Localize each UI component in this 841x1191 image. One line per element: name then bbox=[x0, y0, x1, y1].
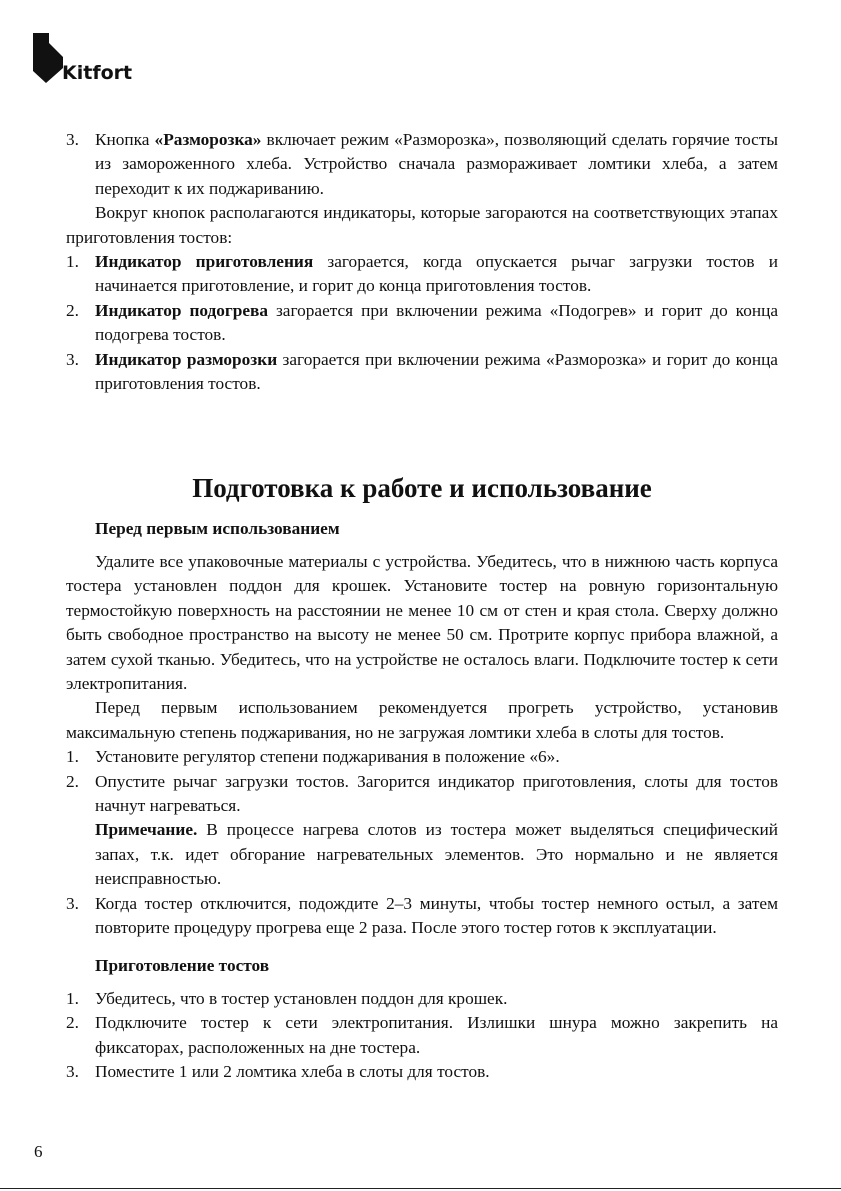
list-item bbox=[66, 1060, 778, 1084]
note-text: В процессе нагрева слотов из тостера может выделяться специфический запах, т.к. идет обгорание нагревательных элементов. Это нормально и не является неисправностью. bbox=[95, 820, 778, 889]
text-fragment: загорается при включении режима «Разморозка» и горит до конца приготовления тостов. bbox=[95, 349, 778, 394]
list-item bbox=[66, 892, 778, 941]
list-number: 3. bbox=[66, 130, 79, 149]
text-fragment: загорается, когда опускается рычаг загрузки тостов и начинается приготовление, и горит до конца приготовления тостов. bbox=[95, 252, 778, 296]
list-number: 3. bbox=[66, 1062, 79, 1081]
list-number: 2. bbox=[66, 1013, 79, 1033]
list-number: 3. bbox=[66, 893, 79, 913]
text-fragment: Кнопка bbox=[95, 130, 155, 149]
list-item bbox=[66, 745, 778, 769]
bold-term: Индикатор разморозки bbox=[95, 349, 278, 369]
list-number: 2. bbox=[66, 300, 79, 320]
page-content bbox=[66, 128, 778, 1084]
paragraph: Перед первым использованием рекомендуется прогреть устройство, установив максимальную степень поджаривания, но не загружая ломтики хлеба в слоты для тостов. bbox=[66, 698, 778, 742]
list-number: 1. bbox=[66, 747, 79, 767]
indicators-intro: Вокруг кнопок располагаются индикаторы, которые загораются на соответствующих этапах приготовления тостов: bbox=[66, 203, 778, 247]
list-text bbox=[95, 299, 778, 348]
text-fragment: загорается при включении режима «Подогрев» и горит до конца подогрева тостов. bbox=[95, 300, 778, 345]
list-item bbox=[66, 770, 778, 819]
note bbox=[66, 818, 778, 891]
list-text: Установите регулятор степени поджаривания в положение «6». bbox=[95, 747, 560, 767]
bold-term: Индикатор подогрева bbox=[95, 300, 269, 320]
list-text: Когда тостер отключится, подождите 2–3 минуты, чтобы тостер немного остыл, а затем повторите процедуру прогрева еще 2 раза. После этого тостер готов к эксплуатации. bbox=[95, 893, 778, 937]
list-number: 3. bbox=[66, 349, 79, 369]
list-text: Подключите тостер к сети электропитания. Излишки шнура можно закрепить на фиксаторах, расположенных на дне тостера. bbox=[95, 1013, 778, 1057]
brand-name: Kitfort bbox=[62, 62, 133, 84]
page-number: 6 bbox=[34, 1142, 43, 1161]
list-item bbox=[66, 1011, 778, 1060]
list-item bbox=[66, 987, 778, 1011]
list-item bbox=[66, 348, 778, 397]
note-label: Примечание. bbox=[95, 820, 198, 840]
brand-logo bbox=[33, 33, 132, 83]
list-text bbox=[95, 348, 778, 397]
list-text: Убедитесь, что в тостер установлен поддон для крошек. bbox=[95, 988, 508, 1008]
list-number: 1. bbox=[66, 988, 79, 1008]
bottom-rule bbox=[0, 1188, 841, 1189]
list-text bbox=[95, 250, 778, 299]
section-title: Подготовка к работе и использование bbox=[192, 473, 652, 504]
paragraph: Удалите все упаковочные материалы с устройства. Убедитесь, что в нижнюю часть корпуса тостера установлен поддон для крошек. Установите тостер на ровную горизонтальную термостойкую поверхность на расстоянии не менее 10 см от стен и края стола. Сверху должно быть свободное пространство на высоту не менее 50 см. Протрите корпус прибора влажной, а затем сухой тканью. Убедитесь, что на устройстве не осталось влаги. Подключите тостер к сети электропитания. bbox=[66, 551, 778, 693]
bold-term: Индикатор приготовления bbox=[95, 252, 314, 272]
list-item bbox=[66, 250, 778, 299]
list-item bbox=[66, 128, 778, 201]
subsection-title: Перед первым использованием bbox=[95, 519, 340, 539]
list-text: Опустите рычаг загрузки тостов. Загорится индикатор приготовления, слоты для тостов начнут нагреваться. bbox=[95, 771, 778, 815]
text-fragment: включает режим «Разморозка», позволяющий сделать горячие тосты из замороженного хлеба. Устройство сначала размораживает ломтики хлеба, а затем переходит к их поджариванию. bbox=[95, 130, 778, 198]
list-text: Поместите 1 или 2 ломтика хлеба в слоты для тостов. bbox=[95, 1062, 490, 1081]
list-number: 1. bbox=[66, 252, 79, 272]
list-text bbox=[95, 128, 778, 201]
list-item bbox=[66, 299, 778, 348]
list-number: 2. bbox=[66, 771, 79, 791]
bold-term: «Разморозка» bbox=[154, 130, 262, 149]
subsection-title: Приготовление тостов bbox=[95, 956, 270, 976]
kitfort-logo-icon bbox=[33, 33, 63, 83]
